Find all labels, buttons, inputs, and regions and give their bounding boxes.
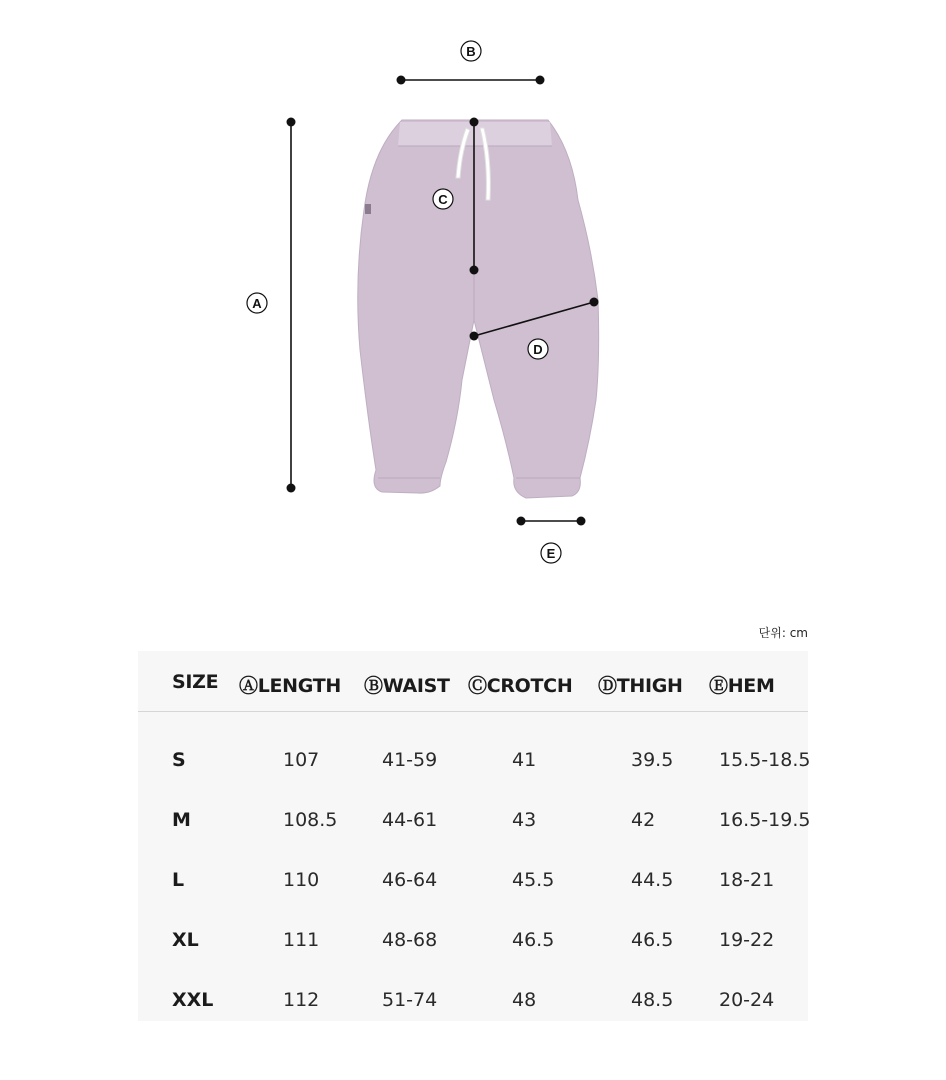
svg-text:C: C <box>438 192 448 207</box>
cell-length: 107 <box>283 749 320 771</box>
cell-crotch: 41 <box>512 749 537 771</box>
label-b <box>461 41 481 61</box>
cell-length: 112 <box>283 989 320 1011</box>
cell-waist: 48-68 <box>382 929 438 951</box>
cell-crotch: 45.5 <box>512 869 555 891</box>
label-d <box>528 339 548 359</box>
table-row <box>138 869 808 909</box>
cell-waist: 41-59 <box>382 749 438 771</box>
cell-thigh: 46.5 <box>631 929 674 951</box>
cell-thigh: 39.5 <box>631 749 674 771</box>
table-row <box>138 809 811 849</box>
cell-thigh: 48.5 <box>631 989 674 1011</box>
cell-size: M <box>172 809 191 831</box>
cell-thigh: 42 <box>631 809 656 831</box>
cell-hem: 19-22 <box>719 929 775 951</box>
cell-thigh: 44.5 <box>631 869 674 891</box>
cell-waist: 51-74 <box>382 989 438 1011</box>
header-hem: ⒺHEM <box>709 675 775 697</box>
label-e <box>541 543 561 563</box>
header-waist: ⒷWAIST <box>364 675 450 697</box>
header-crotch: ⒸCROTCH <box>468 675 573 697</box>
measure-b-waist <box>397 76 545 85</box>
svg-text:E: E <box>546 546 556 561</box>
cell-length: 110 <box>283 869 320 891</box>
cell-crotch: 46.5 <box>512 929 555 951</box>
cell-crotch: 43 <box>512 809 537 831</box>
cell-waist: 46-64 <box>382 869 438 891</box>
svg-text:A: A <box>252 296 262 311</box>
label-c <box>433 189 453 209</box>
unit-label: 단위: cm <box>758 626 808 640</box>
cell-length: 111 <box>283 929 320 951</box>
svg-text:B: B <box>466 44 476 59</box>
cell-hem: 20-24 <box>719 989 775 1011</box>
table-header <box>138 651 808 712</box>
pants-illustration <box>358 120 599 498</box>
cell-size: S <box>172 749 186 771</box>
cell-hem: 16.5-19.5 <box>719 809 811 831</box>
svg-text:D: D <box>533 342 543 357</box>
cell-hem: 18-21 <box>719 869 775 891</box>
cell-size: XXL <box>172 989 214 1011</box>
header-length: ⒶLENGTH <box>239 675 342 697</box>
header-size: SIZE <box>172 671 219 693</box>
table-row <box>138 929 808 969</box>
measure-e-hem <box>517 517 586 526</box>
table-row <box>138 989 808 1029</box>
cell-size: L <box>172 869 185 891</box>
cell-crotch: 48 <box>512 989 537 1011</box>
measure-a-length <box>287 118 296 493</box>
table-row <box>138 749 811 789</box>
label-a <box>247 293 267 313</box>
cell-size: XL <box>172 929 199 951</box>
cell-waist: 44-61 <box>382 809 438 831</box>
cell-hem: 15.5-18.5 <box>719 749 811 771</box>
cell-length: 108.5 <box>283 809 338 831</box>
header-thigh: ⒹTHIGH <box>598 675 683 697</box>
size-table <box>138 651 811 1021</box>
